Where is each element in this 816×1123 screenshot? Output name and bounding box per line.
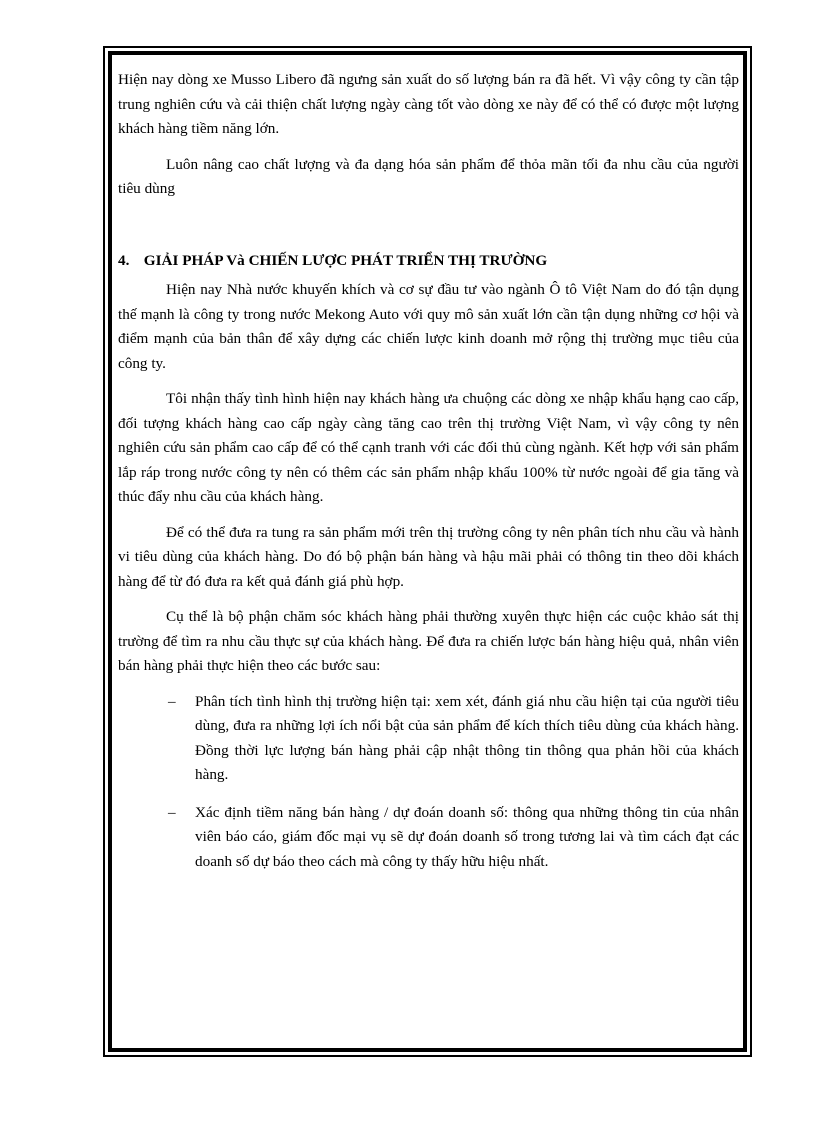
list-item-text: Phân tích tình hình thị trường hiện tại: xem xét, đánh giá nhu cầu hiện tại của người tiêu dùng, đưa ra những lợi ích nổi bật của sản phẩm để kích thích tiêu dùng của khách hàng. Đồng thời lực lượng bán hàng phải cập nhật thông tin thông qua phản hồi của khách hàng. (195, 692, 739, 783)
document-body (118, 68, 739, 887)
section-heading (118, 249, 739, 274)
section-title: GIẢI PHÁP Và CHIẾN LƯỢC PHÁT TRIỂN THỊ TRƯỜNG (143, 251, 548, 269)
paragraph: Để có thể đưa ra tung ra sản phẩm mới trên thị trường công ty nên phân tích nhu cầu và hành vi tiêu dùng của khách hàng. Do đó bộ phận bán hàng và hậu mãi phải có thông tin theo dõi khách hàng để từ đó đưa ra kết quả đánh giá phù hợp. (118, 523, 739, 590)
section-number: 4. (118, 251, 130, 269)
list-item (118, 690, 739, 788)
paragraph: Hiện nay dòng xe Musso Libero đã ngưng sản xuất do số lượng bán ra đã hết. Vì vậy công ty cần tập trung nghiên cứu và cải thiện chất lượng ngày càng tốt vào dòng xe này để có thể có được một lượng khách hàng tiềm năng lớn. (118, 71, 739, 137)
paragraph: Tôi nhận thấy tình hình hiện nay khách hàng ưa chuộng các dòng xe nhập khẩu hạng cao cấp, đối tượng khách hàng cao cấp ngày càng tăng cao trên thị trường Việt Nam, vì vậy công ty nên nghiên cứu sản phẩm cao cấp để có thể cạnh tranh với các đối thủ cùng ngành. Kết hợp với sản phẩm lắp ráp trong nước công ty nên có thêm các sản phẩm nhập khẩu 100% từ nước ngoài để gia tăng và thúc đẩy nhu cầu của khách hàng. (118, 390, 739, 505)
list-item (118, 801, 739, 875)
paragraph: Luôn nâng cao chất lượng và đa dạng hóa sản phẩm để thỏa mãn tối đa nhu cầu của người tiêu dùng (118, 155, 739, 197)
bullet-dash: – (168, 803, 176, 821)
paragraph: Cụ thể là bộ phận chăm sóc khách hàng phải thường xuyên thực hiện các cuộc khảo sát thị trường để tìm ra nhu cầu thực sự của khách hàng. Để đưa ra chiến lược bán hàng hiệu quả, nhân viên bán hàng phải thực hiện theo các bước sau: (118, 608, 739, 674)
bullet-dash: – (168, 692, 176, 710)
paragraph: Hiện nay Nhà nước khuyến khích và cơ sự đầu tư vào ngành Ô tô Việt Nam do đó tận dụng thế mạnh là công ty trong nước Mekong Auto với quy mô sản xuất lớn cần tận dụng những cơ hội và điểm mạnh của bản thân để xây dựng các chiến lược kinh doanh mở rộng thị trường mục tiêu của công ty. (118, 281, 739, 372)
list-item-text: Xác định tiềm năng bán hàng / dự đoán doanh số: thông qua những thông tin của nhân viên báo cáo, giám đốc mại vụ sẽ dự đoán doanh số trong tương lai và tìm cách đạt các doanh số dự báo theo cách mà công ty thấy hữu hiệu nhất. (195, 803, 739, 870)
